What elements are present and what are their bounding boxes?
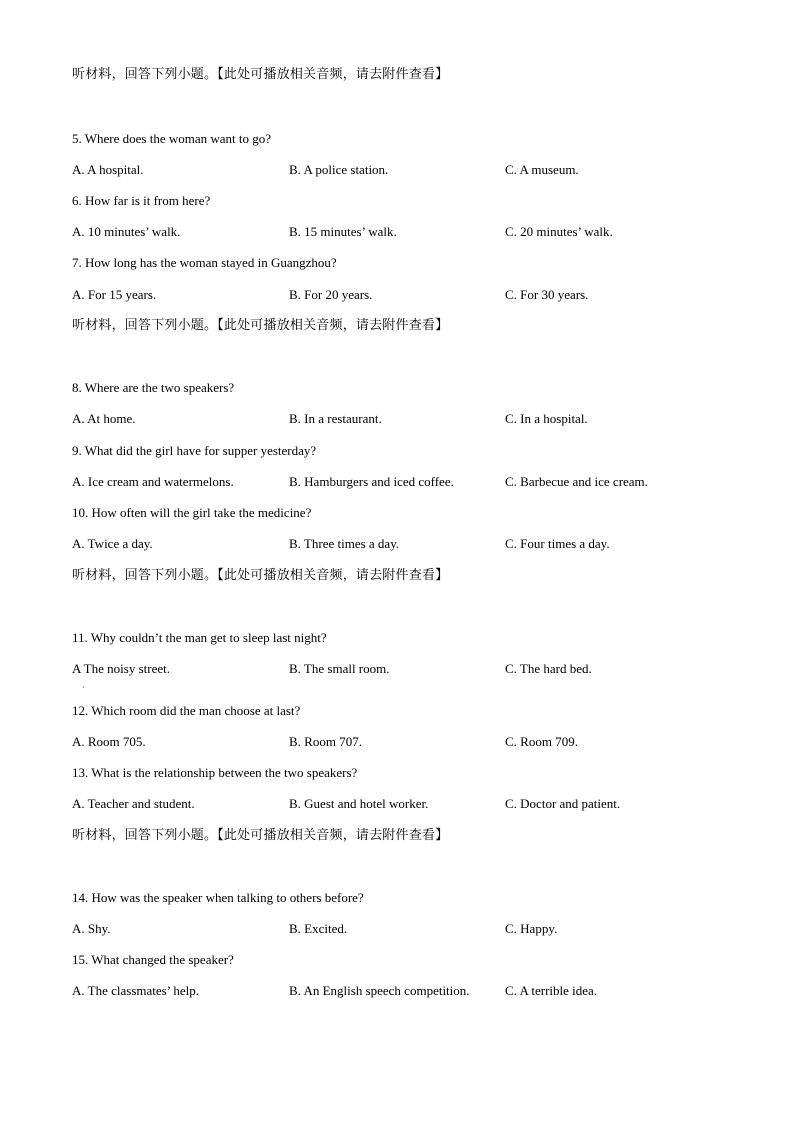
- question-13-option-c: C. Doctor and patient.: [505, 796, 621, 811]
- question-9-option-a: A. Ice cream and watermelons.: [72, 474, 234, 489]
- question-14-option-b: B. Excited.: [289, 921, 348, 936]
- question-6-stem: 6. How far is it from here?: [72, 193, 211, 208]
- question-12-option-b: B. Room 707.: [289, 734, 362, 749]
- question-8-option-a: A. At home.: [72, 411, 136, 426]
- question-13-option-a: A. Teacher and student.: [72, 796, 195, 811]
- stray-dot-mark: ·: [82, 683, 85, 692]
- question-13-stem: 13. What is the relationship between the two speakers?: [72, 765, 358, 780]
- question-10-option-a: A. Twice a day.: [72, 536, 153, 551]
- question-11-option-c: C. The hard bed.: [505, 661, 592, 676]
- question-6-option-b: B. 15 minutes’ walk.: [289, 224, 397, 239]
- listening-instruction: 听材料，回答下列小题。【此处可播放相关音频，请去附件查看】: [72, 318, 449, 333]
- question-8-option-b: B. In a restaurant.: [289, 411, 382, 426]
- question-9-stem: 9. What did the girl have for supper yesterday?: [72, 443, 317, 458]
- question-7-option-c: C. For 30 years.: [505, 287, 589, 302]
- question-9-option-b: B. Hamburgers and iced coffee.: [289, 474, 454, 489]
- question-15-stem: 15. What changed the speaker?: [72, 952, 234, 967]
- question-8-stem: 8. Where are the two speakers?: [72, 380, 235, 395]
- listening-instruction: 听材料，回答下列小题。【此处可播放相关音频，请去附件查看】: [72, 568, 449, 583]
- question-12-stem: 12. Which room did the man choose at last?: [72, 703, 301, 718]
- question-5-option-c: C. A museum.: [505, 162, 579, 177]
- question-9-option-c: C. Barbecue and ice cream.: [505, 474, 648, 489]
- question-10-option-b: B. Three times a day.: [289, 536, 400, 551]
- question-5-option-b: B. A police station.: [289, 162, 389, 177]
- listening-instruction: 听材料，回答下列小题。【此处可播放相关音频，请去附件查看】: [72, 828, 449, 843]
- question-7-stem: 7. How long has the woman stayed in Guangzhou?: [72, 255, 337, 270]
- question-14-stem: 14. How was the speaker when talking to others before?: [72, 890, 364, 905]
- question-11-option-a: A The noisy street.: [72, 661, 170, 676]
- question-11-stem: 11. Why couldn’t the man get to sleep last night?: [72, 630, 327, 645]
- question-6-option-a: A. 10 minutes’ walk.: [72, 224, 181, 239]
- question-10-option-c: C. Four times a day.: [505, 536, 610, 551]
- question-14-option-a: A. Shy.: [72, 921, 111, 936]
- question-15-option-b: B. An English speech competition.: [289, 983, 470, 998]
- question-7-option-b: B. For 20 years.: [289, 287, 373, 302]
- question-13-option-b: B. Guest and hotel worker.: [289, 796, 429, 811]
- question-14-option-c: C. Happy.: [505, 921, 558, 936]
- question-15-option-c: C. A terrible idea.: [505, 983, 598, 998]
- question-7-option-a: A. For 15 years.: [72, 287, 157, 302]
- question-12-option-c: C. Room 709.: [505, 734, 578, 749]
- question-5-stem: 5. Where does the woman want to go?: [72, 131, 272, 146]
- question-10-stem: 10. How often will the girl take the medicine?: [72, 505, 312, 520]
- listening-instruction: 听材料，回答下列小题。【此处可播放相关音频，请去附件查看】: [72, 67, 449, 82]
- question-5-option-a: A. A hospital.: [72, 162, 144, 177]
- question-8-option-c: C. In a hospital.: [505, 411, 588, 426]
- question-6-option-c: C. 20 minutes’ walk.: [505, 224, 613, 239]
- question-15-option-a: A. The classmates’ help.: [72, 983, 199, 998]
- question-11-option-b: B. The small room.: [289, 661, 390, 676]
- question-12-option-a: A. Room 705.: [72, 734, 146, 749]
